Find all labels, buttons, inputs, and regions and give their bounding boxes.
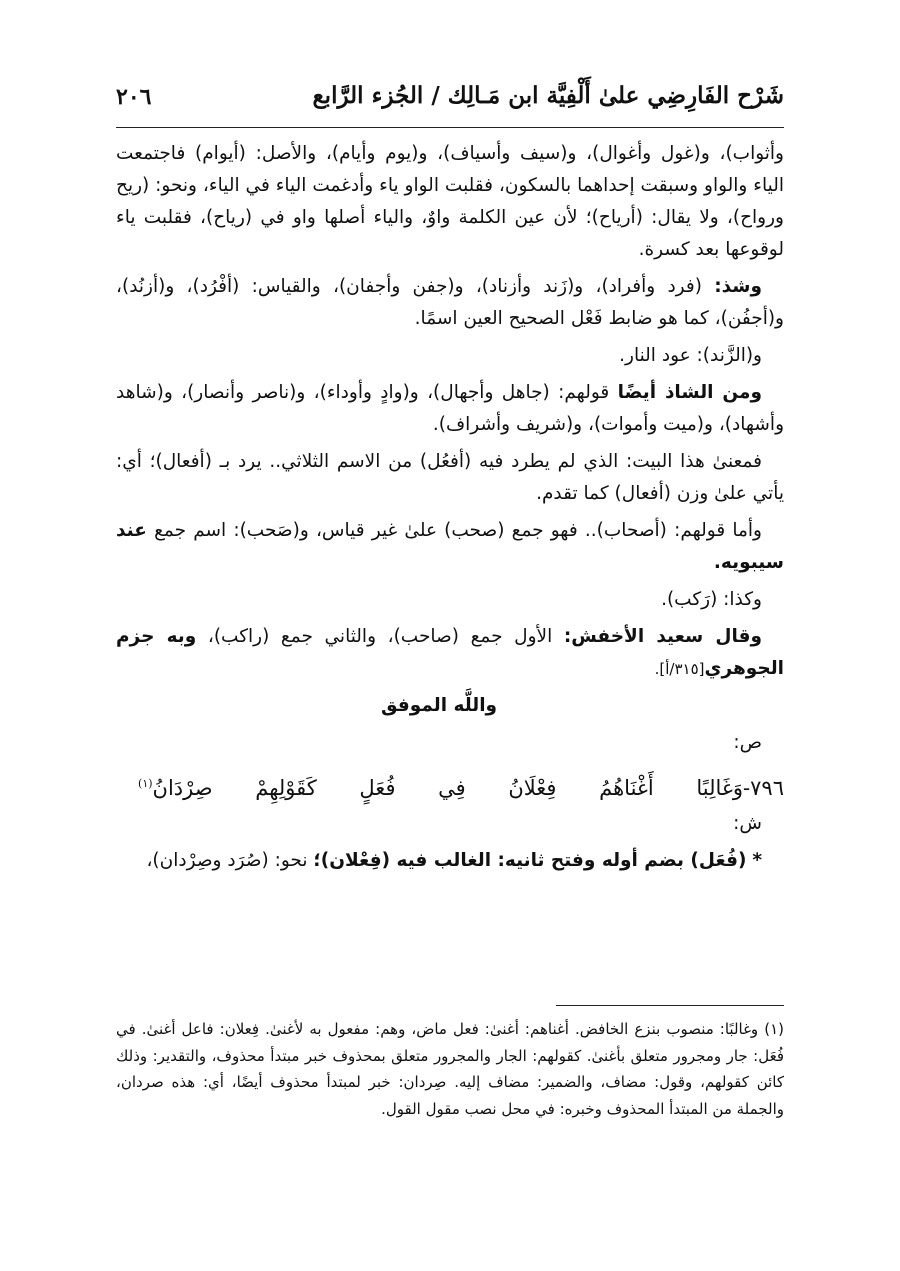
sharh-line: * (فُعَل) بضم أوله وفتح ثانيه: الغالب فيه (فِعْلان)؛ نحو: (صُرَد وصِرْدان)،	[146, 850, 762, 871]
footnote-rule	[556, 1005, 784, 1006]
verse-word: فِي	[438, 776, 466, 800]
verse-word: كَقَوْلِهِمْ	[255, 776, 317, 800]
bold-phrase: وبه جزم الجوهري	[116, 626, 784, 679]
verse-word: أَغْنَاهُمُ	[599, 776, 654, 800]
verse-word: فِعْلَانُ	[508, 776, 557, 800]
verse-last-word: صِرْدَانُ$^{(١)}$	[138, 776, 213, 800]
lead-phrase: وقال سعيد الأخفش:	[563, 626, 762, 647]
verse-first-word: ٧٩٦-وَغَالِبًا	[696, 776, 784, 800]
footnotes	[116, 1016, 784, 1122]
page-number: ٢٠٦	[116, 84, 152, 110]
paragraph: فمعنىٰ هذا البيت: الذي لم يطرد فيه (أفعُل) من الاسم الثلاثي.. يرد بـ (أفعال)؛ أي: يأتي علىٰ وزن (أفعال) كما تقدم.	[116, 451, 784, 504]
footnote-marker: (١)	[138, 777, 153, 790]
header-rule	[116, 127, 784, 128]
lead-phrase: ومن الشاذ أيضًا	[617, 382, 762, 403]
paragraph: وأثواب)، و(غول وأغوال)، و(سيف وأسياف)، و(يوم وأيام)، والأصل: (أيوام) فاجتمعت الياء والواو وسبقت إحداهما بالسكون، فقلبت الواو ياء وأدغمت الياء في الياء، ونحو: (ريح ورواح)، ولا يقال: (أرياح)؛ لأن عين الكلمة واوٌ، والياء أصلها واو في (رياح)، فقلبت ياء لوقوعها بعد كسرة.	[116, 143, 784, 260]
sharh-label: ش:	[733, 813, 762, 834]
manuscript-ref: [٣١٥/أ].	[654, 660, 705, 678]
lead-phrase: وشذ:	[714, 276, 762, 297]
closing-phrase: واللَّه الموفق	[380, 695, 498, 716]
footnote: (١) وغالبًا: منصوب بنزع الخافض. أغناهم: أغنىٰ: فعل ماض، وهم: مفعول به لأغنىٰ. فِعلان: فاعل أغنىٰ. في فُعَل: جار ومجرور متعلق بأغنىٰ. كقولهم: الجار والمجرور متعلق بمحذوف خبر مبتدأ محذوف، والتقدير: وذلك كائن كقولهم، وقول: مضاف، والضمير: مضاف إليه. صِردان: خبر لمبتدأ محذوف أيضًا، أي: هذه صردان، والجملة من المبتدأ المحذوف وخبره: في محل نصب مقول القول.	[116, 1020, 784, 1118]
paragraph: و(الزَّند): عود النار.	[619, 345, 762, 366]
paragraph: وكذا: (رَكب).	[661, 589, 762, 610]
paragraph: وشذ: (فرد وأفراد)، و(زَند وأزناد)، و(جفن وأجفان)، والقياس: (أفْرُد)، و(أزنُد)، و(أجفُن)، كما هو ضابط فَعْل الصحيح العين اسمًا.	[116, 276, 784, 329]
running-title: شَرْح الفَارِضِي علىٰ أَلْفِيَّة ابن مَـالِك / الجُزء الرَّابع	[312, 82, 784, 109]
page-header	[116, 78, 784, 124]
matn-label: ص:	[733, 732, 762, 753]
main-text	[116, 138, 784, 882]
star-marker: *	[752, 850, 762, 871]
paragraph: ومن الشاذ أيضًا قولهم: (جاهل وأجهال)، و(وادٍ وأوداء)، و(ناصر وأنصار)، و(شاهد وأشهاد)، و(ميت وأموات)، و(شريف وأشراف).	[116, 382, 784, 435]
verse-line	[116, 764, 784, 808]
paragraph: وأما قولهم: (أصحاب).. فهو جمع (صحب) علىٰ غير قياس، و(صَحب): اسم جمع عند سيبويه.	[116, 520, 784, 573]
verse-word: فُعَلٍ	[359, 776, 396, 800]
paragraph: وقال سعيد الأخفش: الأول جمع (صاحب)، والثاني جمع (راكب)، وبه جزم الجوهري[٣١٥/أ].	[116, 626, 784, 679]
bold-phrase: عند سيبويه.	[116, 520, 784, 573]
lead-phrase: (فُعَل) بضم أوله وفتح ثانيه: الغالب فيه (فِعْلان)؛	[313, 850, 747, 871]
